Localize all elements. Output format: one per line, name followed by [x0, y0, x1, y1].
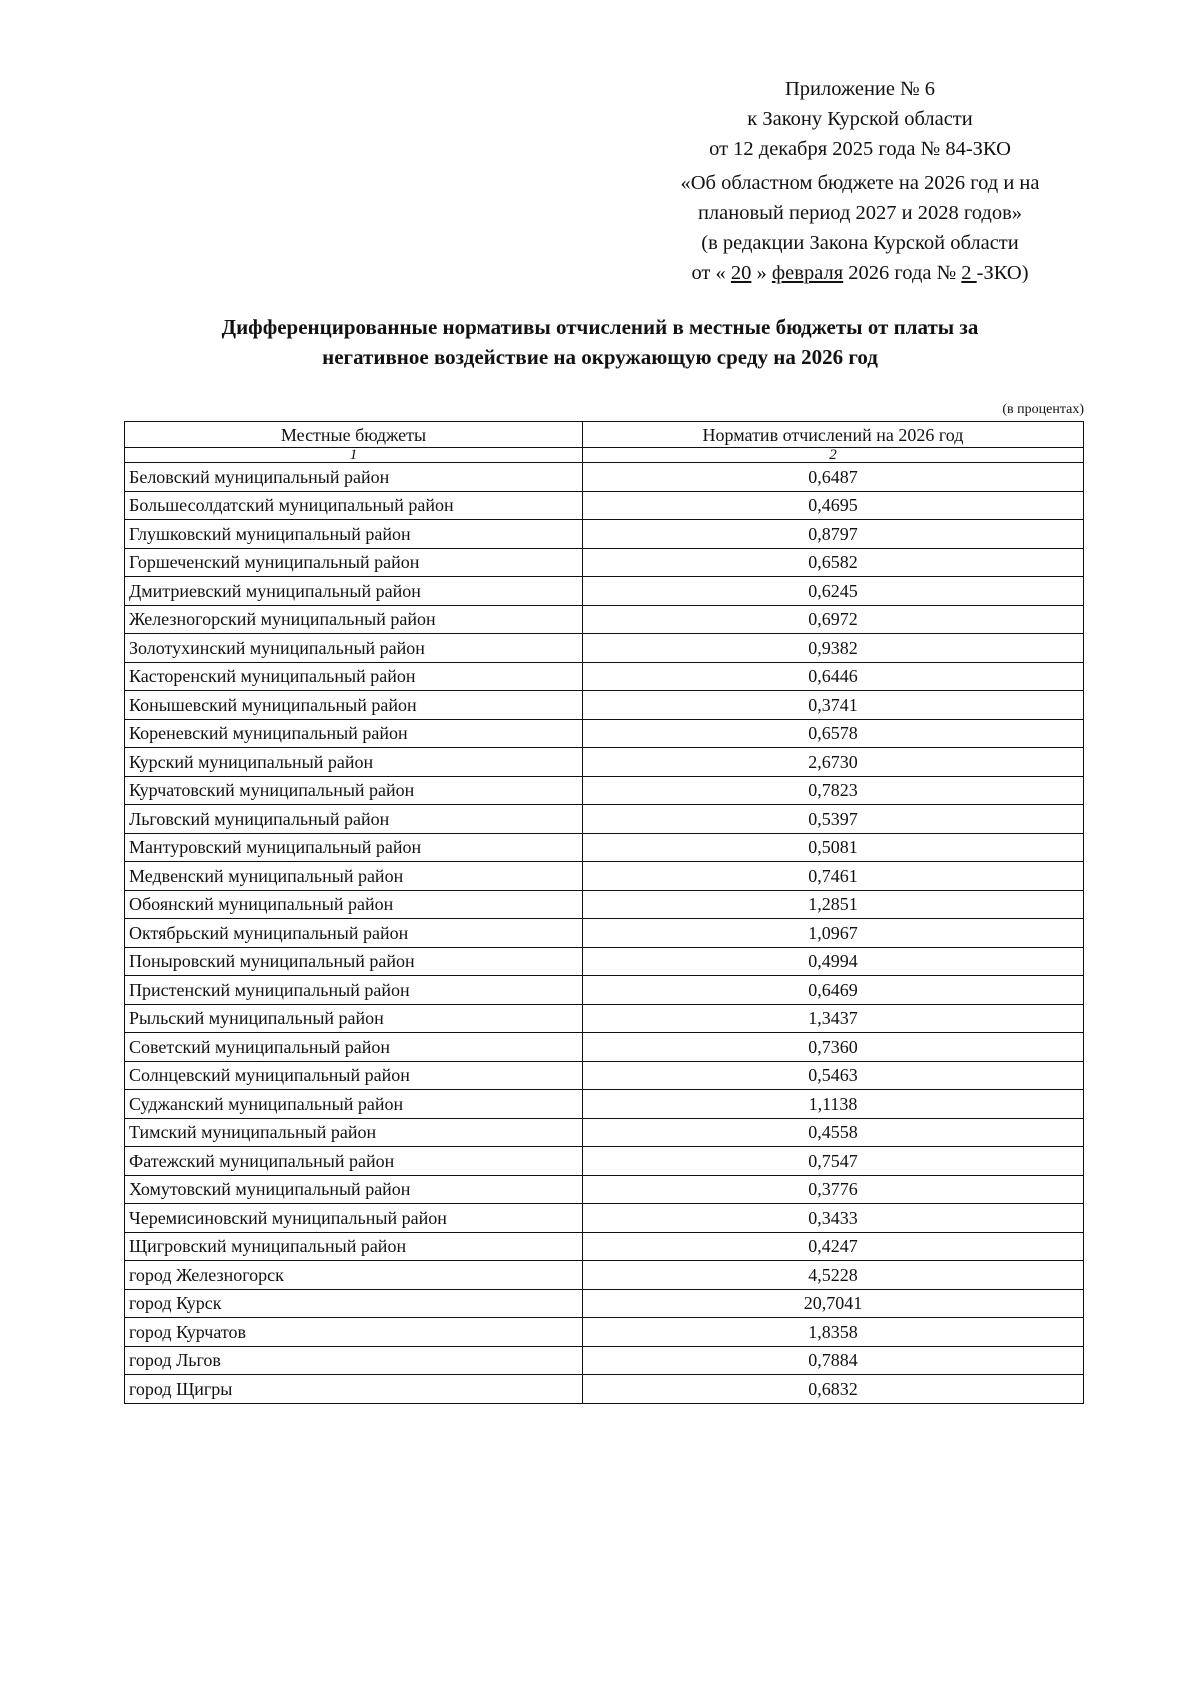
document-title — [100, 312, 1100, 372]
table-row — [125, 577, 1084, 606]
edition-note: (в редакции Закона Курской области — [701, 232, 1019, 254]
norm-value-cell: 20,7041 — [583, 1289, 1084, 1318]
norm-value-cell: 0,4247 — [583, 1232, 1084, 1261]
table-row — [125, 1033, 1084, 1062]
norm-value-cell: 0,7360 — [583, 1033, 1084, 1062]
table-row — [125, 833, 1084, 862]
norm-value-cell: 2,6730 — [583, 748, 1084, 777]
budget-name-cell: Дмитриевский муниципальный район — [125, 577, 583, 606]
table-row — [125, 1232, 1084, 1261]
norm-value-cell: 1,1138 — [583, 1090, 1084, 1119]
edition-number: 2 — [961, 262, 977, 284]
norm-value-cell: 0,4994 — [583, 947, 1084, 976]
edition-mid: » — [751, 262, 772, 284]
budget-name-cell: Курчатовский муниципальный район — [125, 776, 583, 805]
column-number-row — [125, 448, 1084, 463]
norm-value-cell: 0,5081 — [583, 833, 1084, 862]
table-row — [125, 947, 1084, 976]
table-row — [125, 890, 1084, 919]
budget-name-cell: Тимский муниципальный район — [125, 1118, 583, 1147]
edition-suffix: -ЗКО) — [976, 262, 1029, 284]
edition-prefix: от « — [691, 262, 731, 284]
table-row — [125, 1147, 1084, 1176]
budget-name-cell: Солнцевский муниципальный район — [125, 1061, 583, 1090]
budget-name-cell: Черемисиновский муниципальный район — [125, 1204, 583, 1233]
budget-name-cell: город Железногорск — [125, 1261, 583, 1290]
norm-value-cell: 0,7884 — [583, 1346, 1084, 1375]
norm-value-cell: 0,7547 — [583, 1147, 1084, 1176]
budget-name-cell: Кореневский муниципальный район — [125, 719, 583, 748]
edition-date-line — [600, 258, 1120, 288]
norm-value-cell: 0,7823 — [583, 776, 1084, 805]
table-row — [125, 605, 1084, 634]
budget-name-cell: Конышевский муниципальный район — [125, 691, 583, 720]
law-date: от 12 декабря 2025 года № 84-ЗКО — [709, 138, 1011, 160]
budget-name-cell: Беловский муниципальный район — [125, 463, 583, 492]
norm-value-cell: 0,6487 — [583, 463, 1084, 492]
budget-name-cell: Золотухинский муниципальный район — [125, 634, 583, 663]
budget-name-cell: город Льгов — [125, 1346, 583, 1375]
budget-name-cell: Мантуровский муниципальный район — [125, 833, 583, 862]
table-row — [125, 719, 1084, 748]
norm-value-cell: 0,5397 — [583, 805, 1084, 834]
budget-name-cell: Глушковский муниципальный район — [125, 520, 583, 549]
budget-name-cell: Хомутовский муниципальный район — [125, 1175, 583, 1204]
norm-value-cell: 4,5228 — [583, 1261, 1084, 1290]
table-row — [125, 805, 1084, 834]
edition-day: 20 — [730, 262, 752, 284]
table-row — [125, 1318, 1084, 1347]
title-line-2: негативное воздействие на окружающую среду на 2026 год — [322, 345, 878, 369]
norm-value-cell: 0,4695 — [583, 491, 1084, 520]
budget-name-cell: Обоянский муниципальный район — [125, 890, 583, 919]
budget-name-cell: Льговский муниципальный район — [125, 805, 583, 834]
table-row — [125, 520, 1084, 549]
norm-value-cell: 1,2851 — [583, 890, 1084, 919]
appendix-number: Приложение № 6 — [784, 78, 936, 100]
units-note: (в процентах) — [1002, 402, 1084, 417]
norm-value-cell: 0,3741 — [583, 691, 1084, 720]
column-header-norm: Норматив отчислений на 2026 год — [583, 422, 1084, 448]
table-row — [125, 1061, 1084, 1090]
appendix-header — [600, 74, 1120, 288]
budget-name-cell: Железногорский муниципальный район — [125, 605, 583, 634]
edition-year: 2026 года № — [843, 262, 962, 284]
table-row — [125, 1090, 1084, 1119]
norm-value-cell: 0,6582 — [583, 548, 1084, 577]
table-row — [125, 976, 1084, 1005]
table-row — [125, 1118, 1084, 1147]
norm-value-cell: 0,6469 — [583, 976, 1084, 1005]
budget-name-cell: Советский муниципальный район — [125, 1033, 583, 1062]
budget-name-cell: Суджанский муниципальный район — [125, 1090, 583, 1119]
budget-name-cell: Медвенский муниципальный район — [125, 862, 583, 891]
table-row — [125, 1375, 1084, 1404]
law-title-line-2: плановый период 2027 и 2028 годов» — [697, 202, 1023, 224]
table-row — [125, 1261, 1084, 1290]
column-number-1: 1 — [125, 448, 583, 463]
title-line-1: Дифференцированные нормативы отчислений в местные бюджеты от платы за — [221, 315, 979, 339]
norm-value-cell: 0,4558 — [583, 1118, 1084, 1147]
table-row — [125, 1175, 1084, 1204]
table-row — [125, 1004, 1084, 1033]
table-row — [125, 691, 1084, 720]
budget-name-cell: Октябрьский муниципальный район — [125, 919, 583, 948]
law-reference: к Закону Курской области — [747, 108, 973, 130]
table-row — [125, 463, 1084, 492]
budget-name-cell: Курский муниципальный район — [125, 748, 583, 777]
table-row — [125, 862, 1084, 891]
law-title-line-1: «Об областном бюджете на 2026 год и на — [680, 172, 1040, 194]
norms-table — [124, 421, 1084, 1404]
norm-value-cell: 0,5463 — [583, 1061, 1084, 1090]
table-row — [125, 634, 1084, 663]
column-header-budgets: Местные бюджеты — [125, 422, 583, 448]
norm-value-cell: 1,8358 — [583, 1318, 1084, 1347]
table-row — [125, 662, 1084, 691]
norm-value-cell: 0,6446 — [583, 662, 1084, 691]
norm-value-cell: 0,6832 — [583, 1375, 1084, 1404]
table-row — [125, 1204, 1084, 1233]
budget-name-cell: город Щигры — [125, 1375, 583, 1404]
budget-name-cell: Фатежский муниципальный район — [125, 1147, 583, 1176]
table-header-row — [125, 422, 1084, 448]
budget-name-cell: Щигровский муниципальный район — [125, 1232, 583, 1261]
budget-name-cell: Большесолдатский муниципальный район — [125, 491, 583, 520]
budget-name-cell: город Курск — [125, 1289, 583, 1318]
budget-name-cell: город Курчатов — [125, 1318, 583, 1347]
edition-month: февраля — [771, 262, 844, 284]
budget-name-cell: Поныровский муниципальный район — [125, 947, 583, 976]
table-row — [125, 919, 1084, 948]
norm-value-cell: 0,8797 — [583, 520, 1084, 549]
norm-value-cell: 0,6578 — [583, 719, 1084, 748]
norm-value-cell: 0,6972 — [583, 605, 1084, 634]
norm-value-cell: 0,7461 — [583, 862, 1084, 891]
norm-value-cell: 0,3433 — [583, 1204, 1084, 1233]
table-row — [125, 1289, 1084, 1318]
budget-name-cell: Касторенский муниципальный район — [125, 662, 583, 691]
norm-value-cell: 1,3437 — [583, 1004, 1084, 1033]
budget-name-cell: Пристенский муниципальный район — [125, 976, 583, 1005]
table-row — [125, 548, 1084, 577]
budget-name-cell: Рыльский муниципальный район — [125, 1004, 583, 1033]
table-row — [125, 748, 1084, 777]
norm-value-cell: 1,0967 — [583, 919, 1084, 948]
table-body — [125, 463, 1084, 1404]
norm-value-cell: 0,6245 — [583, 577, 1084, 606]
budget-name-cell: Горшеченский муниципальный район — [125, 548, 583, 577]
column-number-2: 2 — [583, 448, 1084, 463]
norm-value-cell: 0,3776 — [583, 1175, 1084, 1204]
table-row — [125, 776, 1084, 805]
table-row — [125, 491, 1084, 520]
table-row — [125, 1346, 1084, 1375]
norm-value-cell: 0,9382 — [583, 634, 1084, 663]
